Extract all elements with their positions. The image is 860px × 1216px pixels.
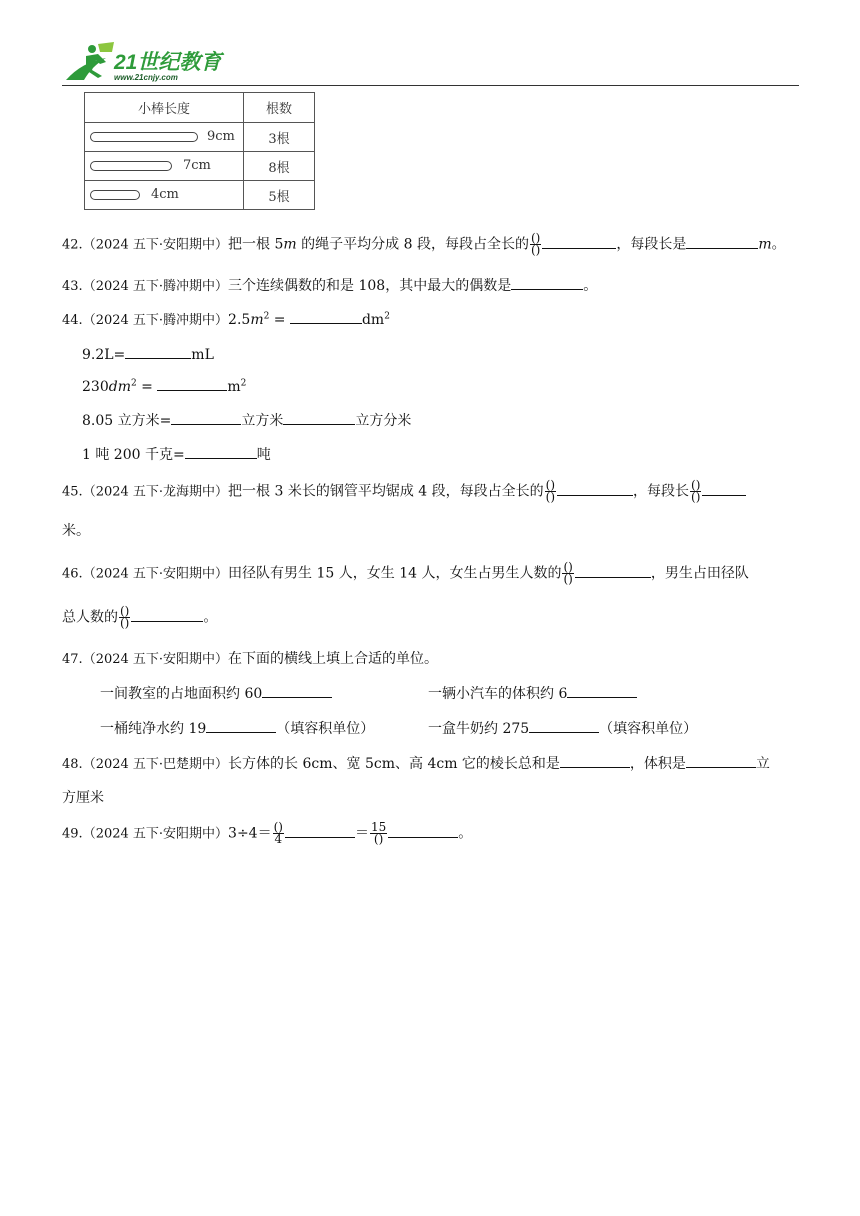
question-47-c: 一桶纯净水约 19 （填容积单位） bbox=[100, 718, 374, 738]
answer-blank[interactable] bbox=[285, 823, 355, 838]
stick-count: 5根 bbox=[244, 181, 315, 210]
question-47: 47.（2024 五下·安阳期中）在下面的横线上填上合适的单位。 bbox=[62, 651, 439, 667]
answer-blank[interactable] bbox=[529, 718, 599, 733]
question-44: 44.（2024 五下·腾冲期中）$2.5m^2 = dm^2$ bbox=[62, 309, 390, 328]
stick-4cm-shape bbox=[90, 190, 140, 200]
answer-blank[interactable] bbox=[157, 376, 227, 391]
answer-blank[interactable] bbox=[125, 344, 191, 359]
table-header-length: 小棒长度 bbox=[85, 93, 244, 123]
stick-cell bbox=[85, 181, 244, 210]
answer-blank[interactable] bbox=[686, 234, 758, 249]
question-48-cont: 方厘米 bbox=[62, 790, 104, 806]
answer-blank[interactable] bbox=[557, 481, 633, 496]
table-header-count: 根数 bbox=[244, 93, 315, 123]
fraction: $\frac{()}{()}$ bbox=[563, 560, 573, 586]
answer-blank[interactable] bbox=[283, 410, 355, 425]
fraction: $\frac{15}{()}$ bbox=[370, 820, 387, 846]
question-47-d: 一盒牛奶约 275 （填容积单位） bbox=[428, 718, 697, 738]
answer-blank[interactable] bbox=[171, 410, 241, 425]
table-row bbox=[85, 152, 315, 181]
table-row bbox=[85, 181, 315, 210]
table-header-row bbox=[85, 93, 315, 123]
stick-9cm-shape bbox=[90, 132, 198, 142]
stick-count: 3根 bbox=[244, 123, 315, 152]
question-49: 49.（2024 五下·安阳期中）3÷4＝ $\frac{()}{4}$ ＝ $\frac{15}{()}$ 。 bbox=[62, 820, 473, 846]
stick-7cm-shape bbox=[90, 161, 172, 171]
logo-text: 21世纪教育 bbox=[114, 51, 222, 74]
question-45: 45.（2024 五下·龙海期中）把一根 3 米长的钢管平均锯成 4 段，每段占全长的 $\frac{()}{()}$ ，每段长 $\frac{()}{()}$ bbox=[62, 480, 746, 503]
question-43: 43.（2024 五下·腾冲期中）三个连续偶数的和是 108，其中最大的偶数是 。 bbox=[62, 275, 597, 295]
question-48: 48.（2024 五下·巴楚期中）长方体的长 6cm、宽 5cm、高 4cm 它的棱长总和是 ，体积是 立 bbox=[62, 753, 770, 773]
stick-length-label: 7cm bbox=[183, 158, 211, 173]
answer-blank[interactable] bbox=[686, 753, 756, 768]
answer-blank[interactable] bbox=[131, 607, 203, 622]
logo-url: www.21cnjy.com bbox=[114, 73, 178, 82]
fraction: $\frac{()}{()}$ bbox=[120, 604, 130, 630]
question-44-line-2: 9.2L= mL bbox=[82, 344, 214, 363]
stick-cell bbox=[85, 152, 244, 181]
question-44-line-5: 1 吨 200 千克= 吨 bbox=[82, 444, 271, 464]
answer-blank[interactable] bbox=[511, 275, 583, 290]
stick-length-table bbox=[84, 92, 315, 210]
question-42: 42.（2024 五下·安阳期中）把一根 5m 的绳子平均分成 8 段，每段占全长的 $\frac{()}{()}$ ，每段长是 m。 bbox=[62, 231, 786, 257]
fraction: $\frac{()}{()}$ bbox=[530, 231, 541, 257]
question-47-a: 一间教室的占地面积约 60 bbox=[100, 683, 332, 703]
stick-cell bbox=[85, 123, 244, 152]
answer-blank[interactable] bbox=[542, 234, 616, 249]
page-header bbox=[62, 40, 802, 88]
stick-count: 8根 bbox=[244, 152, 315, 181]
fraction: $\frac{()}{()}$ bbox=[691, 478, 701, 504]
header-rule bbox=[62, 85, 799, 86]
stick-length-label: 4cm bbox=[151, 187, 179, 202]
answer-blank[interactable] bbox=[388, 823, 458, 838]
question-46-cont: 总人数的 $\frac{()}{()}$ 。 bbox=[62, 604, 218, 630]
question-46: 46.（2024 五下·安阳期中）田径队有男生 15 人，女生 14 人，女生占男生人数的 $\frac{()}{()}$ ，男生占田径队 bbox=[62, 560, 749, 586]
question-44-line-3: $230dm^2 = m^2$ bbox=[82, 376, 246, 395]
stick-length-label: 9cm bbox=[207, 129, 235, 144]
answer-blank[interactable] bbox=[185, 444, 257, 459]
fraction: $\frac{()}{4}$ bbox=[273, 820, 283, 846]
table-row bbox=[85, 123, 315, 152]
answer-blank[interactable] bbox=[290, 309, 362, 324]
question-44-line-4: 8.05 立方米= 立方米 立方分米 bbox=[82, 410, 411, 430]
answer-blank[interactable] bbox=[262, 683, 332, 698]
question-47-b: 一辆小汽车的体积约 6 bbox=[428, 683, 637, 703]
answer-blank[interactable] bbox=[702, 481, 746, 496]
answer-blank[interactable] bbox=[560, 753, 630, 768]
fraction: $\frac{()}{()}$ bbox=[545, 478, 556, 504]
question-45-cont: 米。 bbox=[62, 523, 90, 539]
answer-blank[interactable] bbox=[206, 718, 276, 733]
21cnjy-logo bbox=[62, 40, 232, 84]
answer-blank[interactable] bbox=[575, 563, 651, 578]
answer-blank[interactable] bbox=[567, 683, 637, 698]
